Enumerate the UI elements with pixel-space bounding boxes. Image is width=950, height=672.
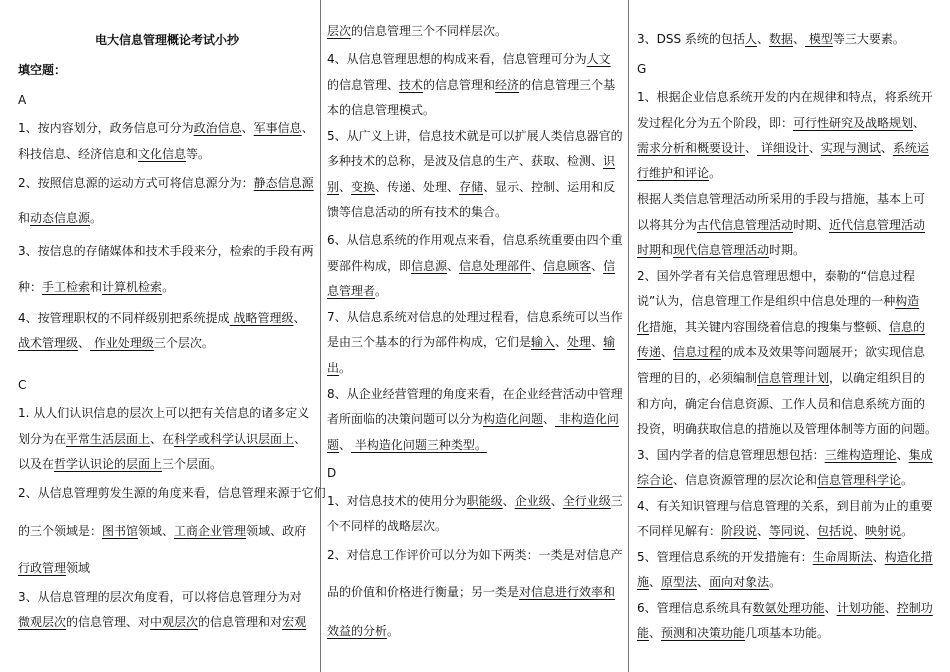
text-run: 领域 bbox=[66, 561, 91, 575]
text-line bbox=[18, 481, 326, 505]
answer-text: 需求分析和概要设计 bbox=[637, 141, 746, 155]
text-line bbox=[18, 306, 316, 330]
answer-text: 工商企业管理 bbox=[174, 524, 247, 538]
answer-text: 阶段说 bbox=[721, 524, 758, 538]
answer-text: 科学或科学认识层面上 bbox=[174, 432, 295, 446]
letter-heading-d: D bbox=[327, 466, 337, 480]
text-line bbox=[637, 340, 933, 364]
answer-text: 古代信息管理活动 bbox=[697, 218, 794, 232]
letter-heading-a: A bbox=[18, 93, 27, 107]
text-run: 、 bbox=[697, 575, 710, 589]
text-line bbox=[637, 289, 933, 313]
text-line bbox=[637, 468, 933, 492]
text-line bbox=[637, 443, 933, 467]
text-run: 、 bbox=[649, 626, 662, 640]
answer-text: 数氨处理功能 bbox=[752, 601, 825, 615]
text-run: 。 bbox=[90, 211, 103, 225]
text-run: 几项基本功能。 bbox=[745, 626, 830, 640]
answer-text: 计算机检索 bbox=[102, 280, 163, 294]
text-run: 、 bbox=[531, 259, 544, 273]
text-run: 8、从企业经营管理的角度来看，在企业经营活动中管理 bbox=[327, 387, 623, 401]
text-line bbox=[18, 275, 316, 299]
text-run: 的成本及效果等问题展开；欲实现信息 bbox=[721, 345, 926, 359]
answer-text: 面向对象法 bbox=[709, 575, 770, 589]
text-run: 、 bbox=[555, 335, 568, 349]
text-line bbox=[637, 596, 933, 620]
answer-text: 战术管理级 bbox=[18, 336, 79, 350]
answer-text: 信息管理计划 bbox=[757, 371, 830, 385]
text-run: 、 bbox=[872, 550, 885, 564]
answer-text: 人文 bbox=[586, 52, 611, 66]
text-line bbox=[327, 200, 621, 224]
answer-text: 技术 bbox=[399, 78, 424, 92]
text-line bbox=[327, 489, 621, 513]
answer-text: 人 bbox=[744, 32, 757, 46]
text-run: 的信息管理、 bbox=[327, 78, 400, 92]
text-run: 、 bbox=[301, 121, 314, 135]
text-run: 根据人类信息管理活动所采用的手段与措施，基本上可 bbox=[637, 192, 926, 206]
answer-text: 军事信息 bbox=[253, 121, 302, 135]
text-run: 科技信息、经济信息和 bbox=[18, 147, 139, 161]
answer-text: 三维构造理论 bbox=[824, 448, 897, 462]
text-run: 4、有关知识管理与信息管理的关系，到目前为止的重要 bbox=[637, 499, 933, 513]
text-line bbox=[637, 519, 933, 543]
answer-text: 传递 bbox=[637, 345, 662, 359]
text-run: 个不同样的战略层次。 bbox=[327, 519, 448, 533]
text-line bbox=[637, 161, 933, 185]
answer-text: 企业级 bbox=[514, 494, 551, 508]
text-line bbox=[327, 124, 621, 148]
answer-text: 等同说 bbox=[769, 524, 806, 538]
document-title: 电大信息管理概论考试小抄 bbox=[94, 33, 239, 47]
text-line bbox=[327, 47, 621, 71]
text-run: 发过程化分为五个阶段，即： bbox=[637, 116, 794, 130]
answer-text: 构造化措 bbox=[884, 550, 933, 564]
text-run: 本的信息管理模式。 bbox=[327, 103, 436, 117]
text-line bbox=[637, 417, 938, 441]
text-run: 、 bbox=[591, 259, 604, 273]
answer-text: 化 bbox=[637, 320, 650, 334]
letter-heading-c: C bbox=[18, 378, 27, 392]
text-run: 时期。 bbox=[769, 243, 806, 257]
text-line bbox=[637, 315, 933, 339]
text-line bbox=[327, 149, 621, 173]
text-run: 3、DSS 系统的包括 bbox=[637, 32, 745, 46]
text-run: 2、按照信息源的运动方式可将信息源分为： bbox=[18, 176, 254, 190]
answer-text: 信息源 bbox=[411, 259, 448, 273]
answer-text: 信息管理科学论 bbox=[817, 473, 902, 487]
text-run: 2、从信息管理剪发生源的角度来看，信息管理来源于它们 bbox=[18, 486, 326, 500]
text-run: 、 bbox=[884, 601, 897, 615]
text-line bbox=[637, 570, 933, 594]
answer-text: 能 bbox=[637, 626, 650, 640]
answer-text: 作业处理级 bbox=[90, 336, 154, 350]
text-run: 6、管理信息系统具有 bbox=[637, 601, 753, 615]
answer-text: 信息顾客 bbox=[543, 259, 592, 273]
text-line bbox=[327, 254, 621, 278]
text-line bbox=[327, 98, 621, 122]
text-run: 7、从信息系统对信息的处理过程看，信息系统可以当作 bbox=[327, 310, 623, 324]
text-run: 说”认为，信息管理工作是组织中信息处理的一种 bbox=[637, 294, 896, 308]
answer-text: 效益的分析 bbox=[327, 624, 388, 638]
section-heading: 填空题： bbox=[18, 63, 67, 77]
answer-text: 对信息进行效率和 bbox=[519, 585, 616, 599]
text-run: 、在 bbox=[150, 432, 175, 446]
text-run: 、 bbox=[913, 116, 926, 130]
text-run: 3、按信息的存储媒体和技术手段来分，检索的手段有两 bbox=[18, 244, 314, 258]
text-line bbox=[18, 331, 316, 355]
answer-text: 处理 bbox=[567, 335, 592, 349]
answer-text: 计划功能 bbox=[836, 601, 885, 615]
answer-text: 经济 bbox=[495, 78, 520, 92]
text-run: 等三大要素。 bbox=[832, 32, 905, 46]
text-run: 管理的目的，必须编制 bbox=[637, 371, 758, 385]
answer-text: 构造化问题 bbox=[483, 412, 544, 426]
text-line bbox=[327, 514, 621, 538]
text-run: 、 bbox=[808, 141, 821, 155]
text-line bbox=[637, 85, 933, 109]
text-line bbox=[18, 171, 316, 195]
answer-text: 输 bbox=[603, 335, 616, 349]
answer-text: 存储 bbox=[459, 180, 484, 194]
text-run: 、 bbox=[757, 524, 770, 538]
text-run: 。 bbox=[339, 361, 352, 375]
text-run: 5、从广义上讲，信息技术就是可以扩展人类信息器官的 bbox=[327, 129, 623, 143]
text-run: 。 bbox=[769, 575, 782, 589]
text-line bbox=[18, 142, 316, 166]
text-run: 5、管理信息系统的开发措施有： bbox=[637, 550, 813, 564]
answer-text: 动态信息源 bbox=[30, 211, 91, 225]
answer-text: 别 bbox=[327, 180, 340, 194]
answer-text: 近代信息管理活动 bbox=[829, 218, 926, 232]
answer-text: 数据 bbox=[768, 32, 793, 46]
text-line bbox=[637, 621, 933, 645]
answer-text: 文化信息 bbox=[138, 147, 187, 161]
text-run: 、 bbox=[792, 32, 805, 46]
text-run: 的信息管理三个基 bbox=[519, 78, 616, 92]
text-run: 和 bbox=[18, 211, 31, 225]
text-run: 3、国内学者的信息管理思想包括： bbox=[637, 448, 825, 462]
text-line bbox=[18, 239, 316, 263]
text-run: 、 bbox=[824, 601, 837, 615]
text-run: 、 bbox=[447, 259, 460, 273]
answer-text: 集成 bbox=[908, 448, 933, 462]
text-line bbox=[637, 111, 933, 135]
text-line bbox=[18, 427, 316, 451]
text-line bbox=[327, 305, 621, 329]
text-line bbox=[327, 228, 621, 252]
text-line bbox=[637, 187, 933, 211]
text-run: 和方向，确定台信息资源、工作人员和信息系统方面的 bbox=[637, 397, 926, 411]
text-run: 、 bbox=[339, 438, 352, 452]
text-run: 以将其分为 bbox=[637, 218, 698, 232]
answer-text: 模型 bbox=[805, 32, 833, 46]
text-run: 1、对信息技术的使用分为 bbox=[327, 494, 467, 508]
text-line bbox=[637, 494, 933, 518]
text-run: 的信息管理和 bbox=[423, 78, 496, 92]
text-run: 多种技术的总称，是波及信息的生产、获取、检测、 bbox=[327, 154, 604, 168]
text-line bbox=[637, 136, 933, 160]
text-line bbox=[327, 19, 621, 43]
column-divider bbox=[628, 0, 629, 672]
text-run: 不同样见解有： bbox=[637, 524, 722, 538]
answer-text: 职能级 bbox=[466, 494, 503, 508]
text-run: 和 bbox=[90, 280, 103, 294]
text-run: 三个层面。 bbox=[162, 457, 223, 471]
text-line bbox=[327, 580, 621, 604]
text-line bbox=[18, 585, 316, 609]
answer-text: 信 bbox=[603, 259, 616, 273]
answer-text: 哲学认识论的层面上 bbox=[54, 457, 163, 471]
text-run: 的信息管理三个不同样层次。 bbox=[351, 24, 508, 38]
text-line bbox=[18, 116, 316, 140]
text-run: 4、从信息管理思想的构成来看，信息管理可分为 bbox=[327, 52, 587, 66]
answer-text: 信息的 bbox=[889, 320, 926, 334]
text-run: 、 bbox=[502, 494, 515, 508]
text-line bbox=[18, 206, 316, 230]
text-run: 1. 从人们认识信息的层次上可以把有关信息的诸多定义 bbox=[18, 406, 310, 420]
text-run: 、 bbox=[543, 412, 556, 426]
text-run: 品的价值和价格进行衡量；另一类是 bbox=[327, 585, 520, 599]
text-run: 种： bbox=[18, 280, 43, 294]
answer-text: 实现与测试 bbox=[820, 141, 881, 155]
text-line bbox=[637, 213, 933, 237]
text-run: 、 bbox=[756, 32, 769, 46]
text-run: 1、按内容划分，政务信息可分为 bbox=[18, 121, 194, 135]
answer-text: 时期 bbox=[637, 243, 662, 257]
text-run: 的三个领域是： bbox=[18, 524, 103, 538]
text-run: 、 bbox=[339, 180, 352, 194]
text-line bbox=[18, 519, 316, 543]
text-run: 、 bbox=[896, 448, 909, 462]
answer-text: 微观层次 bbox=[18, 615, 67, 629]
answer-text: 控制功 bbox=[896, 601, 933, 615]
text-run: 、 bbox=[293, 311, 306, 325]
text-run: 、 bbox=[649, 575, 662, 589]
text-line bbox=[637, 366, 933, 390]
answer-text: 层次 bbox=[327, 24, 352, 38]
text-run: 、 bbox=[78, 336, 91, 350]
text-run: 1、根据企业信息系统开发的内在规律和特点，将系统开 bbox=[637, 90, 933, 104]
answer-text: 变换 bbox=[351, 180, 376, 194]
text-line bbox=[327, 382, 621, 406]
text-run: 、 bbox=[853, 524, 866, 538]
text-run: 、 bbox=[241, 121, 254, 135]
text-run: 划分为在 bbox=[18, 432, 67, 446]
text-run: 2、对信息工作评价可以分为如下两类：一类是对信息产 bbox=[327, 548, 623, 562]
answer-text: 战略管理级 bbox=[229, 311, 294, 325]
answer-text: 信息处理部件 bbox=[459, 259, 532, 273]
text-run: 是由三个基本的行为部件构成，它们是 bbox=[327, 335, 532, 349]
text-run: 等。 bbox=[186, 147, 211, 161]
text-run: 投资，明确获取信息的措施以及管理体制等方面的问题。 bbox=[637, 422, 938, 436]
answer-text: 半构造化问题三种类型。 bbox=[351, 438, 487, 452]
answer-text: 题 bbox=[327, 438, 340, 452]
text-run: 、传递、处理、 bbox=[375, 180, 460, 194]
text-line bbox=[637, 545, 933, 569]
answer-text: 预测和决策功能 bbox=[661, 626, 746, 640]
text-line bbox=[18, 556, 316, 580]
answer-text: 构造 bbox=[895, 294, 920, 308]
text-run: 、 bbox=[805, 524, 818, 538]
text-run: 。 bbox=[709, 166, 722, 180]
text-line bbox=[327, 175, 621, 199]
answer-text: 行维护和评论 bbox=[637, 166, 710, 180]
text-run: 领域、政府 bbox=[246, 524, 307, 538]
text-line bbox=[637, 238, 933, 262]
answer-text: 详细设计 bbox=[757, 141, 809, 155]
column-divider bbox=[320, 0, 321, 672]
text-run: 、信息资源管理的层次论和 bbox=[673, 473, 818, 487]
text-line bbox=[637, 392, 933, 416]
text-line bbox=[637, 27, 933, 51]
answer-text: 系统运 bbox=[892, 141, 929, 155]
answer-text: 政治信息 bbox=[193, 121, 242, 135]
answer-text: 平常生活层面上 bbox=[66, 432, 151, 446]
text-line bbox=[327, 543, 621, 567]
text-run: 4、按管理职权的不同样级别把系统提成 bbox=[18, 311, 230, 325]
text-line bbox=[18, 401, 316, 425]
answer-text: 信息过程 bbox=[673, 345, 722, 359]
letter-heading-g: G bbox=[637, 62, 647, 76]
text-run: 、 bbox=[591, 335, 604, 349]
text-run: 、 bbox=[661, 345, 674, 359]
text-run: 、显示、控制、运用和反 bbox=[483, 180, 616, 194]
text-run: 馈等信息活动的所有技术的集合。 bbox=[327, 205, 508, 219]
answer-text: 映射说 bbox=[865, 524, 902, 538]
text-run: 措施，其关键内容围绕着信息的搜集与整顿、 bbox=[649, 320, 890, 334]
answer-text: 行政管理 bbox=[18, 561, 67, 575]
answer-text: 全行业级 bbox=[562, 494, 611, 508]
answer-text: 原型法 bbox=[661, 575, 698, 589]
text-line bbox=[18, 452, 316, 476]
text-run: ，以确定组织目的 bbox=[829, 371, 926, 385]
text-run: 。 bbox=[901, 473, 914, 487]
text-run: 的信息管理、对 bbox=[66, 615, 151, 629]
text-line bbox=[327, 330, 621, 354]
text-run: 。 bbox=[901, 524, 914, 538]
text-run: 、 bbox=[880, 141, 893, 155]
answer-text: 中观层次 bbox=[150, 615, 199, 629]
text-run: 。 bbox=[162, 280, 175, 294]
text-run: 以及在 bbox=[18, 457, 55, 471]
answer-text: 出 bbox=[327, 361, 340, 375]
answer-text: 息管理者 bbox=[327, 284, 376, 298]
answer-text: 输入 bbox=[531, 335, 556, 349]
text-run: 三个层次。 bbox=[153, 336, 214, 350]
answer-text: 施 bbox=[637, 575, 650, 589]
answer-text: 图书馆 bbox=[102, 524, 139, 538]
text-line bbox=[327, 433, 621, 457]
answer-text: 识 bbox=[603, 154, 616, 168]
text-line bbox=[327, 619, 621, 643]
text-run: 时期、 bbox=[793, 218, 830, 232]
text-run: 三 bbox=[610, 494, 623, 508]
answer-text: 可行性研究及战略规划 bbox=[793, 116, 914, 130]
answer-text: 非构造化问 bbox=[555, 412, 619, 426]
text-run: 、 bbox=[745, 141, 758, 155]
text-line bbox=[327, 356, 621, 380]
text-run: 。 bbox=[375, 284, 388, 298]
text-run: 者所面临的决策问题可以分为 bbox=[327, 412, 484, 426]
text-line bbox=[637, 264, 933, 288]
answer-text: 生命周斯法 bbox=[812, 550, 873, 564]
text-run: 和 bbox=[661, 243, 674, 257]
text-run: 3、从信息管理的层次角度看，可以将信息管理分为对 bbox=[18, 590, 302, 604]
text-line bbox=[18, 610, 316, 634]
text-run: 要部件构成，即 bbox=[327, 259, 412, 273]
text-run: 领域、 bbox=[138, 524, 175, 538]
answer-text: 静态信息源 bbox=[253, 176, 314, 190]
text-line bbox=[327, 279, 621, 303]
text-run: 、 bbox=[550, 494, 563, 508]
answer-text: 综合论 bbox=[637, 473, 674, 487]
text-run: 的信息管理和对 bbox=[198, 615, 283, 629]
text-run: 。 bbox=[387, 624, 400, 638]
answer-text: 包括说 bbox=[817, 524, 854, 538]
answer-text: 现代信息管理活动 bbox=[673, 243, 770, 257]
answer-text: 手工检索 bbox=[42, 280, 91, 294]
text-run: 6、从信息系统的作用观点来看，信息系统重要由四个重 bbox=[327, 233, 623, 247]
text-run: 2、国外学者有关信息管理思想中，泰勒的“信息过程 bbox=[637, 269, 915, 283]
text-line bbox=[327, 73, 621, 97]
text-run: 、 bbox=[294, 432, 307, 446]
answer-text: 宏观 bbox=[282, 615, 307, 629]
text-line bbox=[327, 407, 621, 431]
